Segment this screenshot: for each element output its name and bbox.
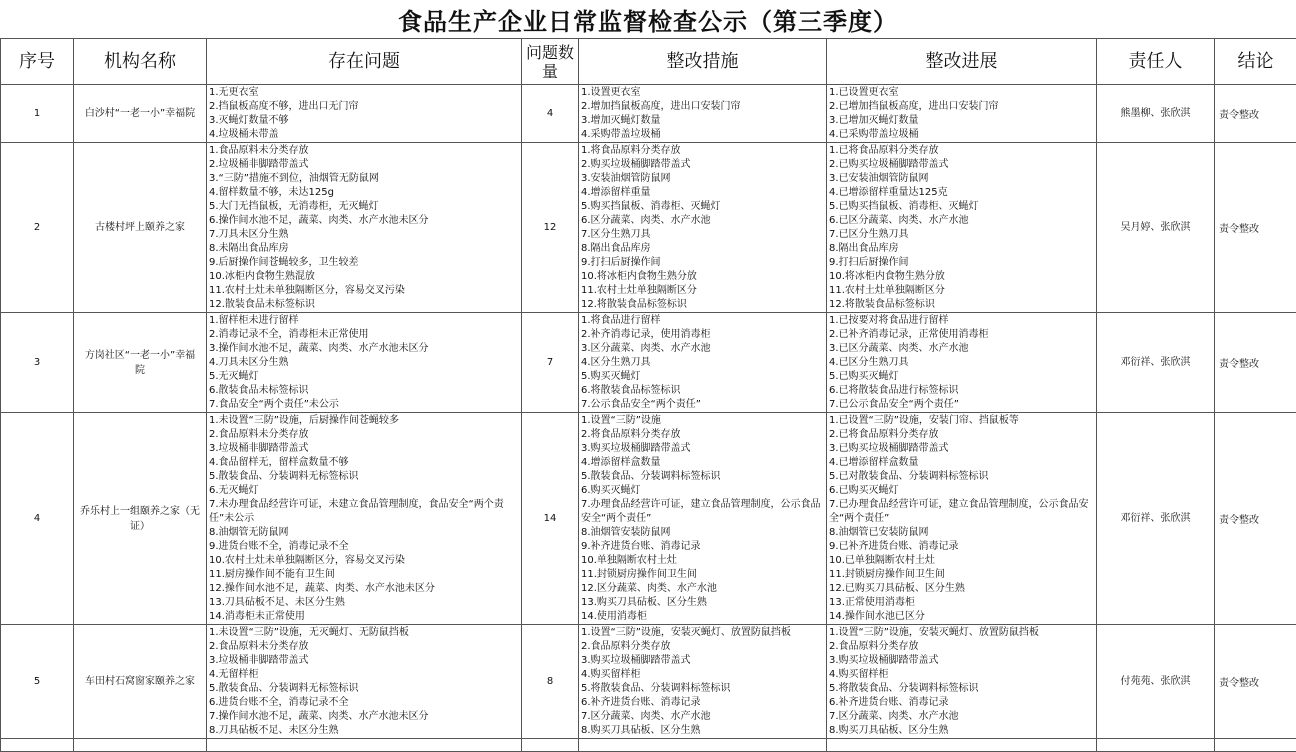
list-item: 10.将冰柜内食物生熟分放 <box>581 270 826 284</box>
list-item: 3.增加灭蝇灯数量 <box>581 114 826 128</box>
list-item: 9.进货台账不全，消毒记录不全 <box>209 540 521 554</box>
cell-count[interactable]: 7 <box>522 313 579 413</box>
cell-org[interactable]: 乔乐村上一组颐养之家（无证） <box>74 413 207 625</box>
list-item: 14.使用消毒柜 <box>581 610 826 624</box>
list-item: 4.已区分生熟刀具 <box>829 356 1096 370</box>
header-seq[interactable]: 序号 <box>1 39 74 85</box>
table-row <box>1 85 1296 143</box>
cell-count[interactable]: 8 <box>522 625 579 739</box>
header-conclusion[interactable]: 结论 <box>1215 39 1296 85</box>
list-item: 7.已公示食品安全“两个责任” <box>829 398 1096 412</box>
header-problems[interactable]: 存在问题 <box>207 39 522 85</box>
list-item: 4.刀具未区分生熟 <box>209 356 521 370</box>
cell-measures[interactable] <box>579 85 827 143</box>
list-item: 9.打扫后厨操作间 <box>829 256 1096 270</box>
list-item: 2.将食品原料分类存放 <box>581 428 826 442</box>
list-item: 1.留样柜未进行留样 <box>209 314 521 328</box>
list-item: 12.操作间水池不足，蔬菜、肉类、水产水池未区分 <box>209 582 521 596</box>
list-item: 9.已补齐进货台账、消毒记录 <box>829 540 1096 554</box>
list-item: 4.已增添留样重量达125克 <box>829 186 1096 200</box>
list-item: 11.农村土灶未单独隔断区分，容易交叉污染 <box>209 284 521 298</box>
list-item: 4.已采购带盖垃圾桶 <box>829 128 1096 142</box>
cell-measures[interactable] <box>579 143 827 313</box>
list-item: 3.垃圾桶非脚踏带盖式 <box>209 654 521 668</box>
list-item: 5.已对散装食品、分装调料标签标识 <box>829 470 1096 484</box>
list-item: 2.补齐消毒记录，使用消毒柜 <box>581 328 826 342</box>
list-item: 12.将散装食品标签标识 <box>829 298 1096 312</box>
cell-problems[interactable] <box>207 85 522 143</box>
list-item: 3.购买垃圾桶脚踏带盖式 <box>581 442 826 456</box>
list-item: 1.未设置“三防”设施，后厨操作间苍蝇较多 <box>209 414 521 428</box>
list-item: 1.已按要对将食品进行留样 <box>829 314 1096 328</box>
cell-progress[interactable] <box>827 143 1097 313</box>
list-item: 11.封锁厨房操作间卫生间 <box>829 568 1096 582</box>
cell-responsible[interactable]: 邓衍祥、张欣淇 <box>1097 413 1215 625</box>
list-item: 8.隔出食品库房 <box>829 242 1096 256</box>
cell-responsible[interactable]: 熊墨柳、张欣淇 <box>1097 85 1215 143</box>
list-item: 10.已单独隔断农村土灶 <box>829 554 1096 568</box>
list-item: 2.食品原料分类存放 <box>581 640 826 654</box>
list-item: 9.后厨操作间苍蝇较多，卫生较差 <box>209 256 521 270</box>
list-item: 14.操作间水池已区分 <box>829 610 1096 624</box>
page-title: 食品生产企业日常监督检查公示（第三季度） <box>0 0 1296 38</box>
list-item: 2.已增加挡鼠板高度，进出口安装门帘 <box>829 100 1096 114</box>
list-item: 4.留样数量不够，未达125g <box>209 186 521 200</box>
list-item: 3.已安装油烟管防鼠网 <box>829 172 1096 186</box>
list-item: 12.将散装食品标签标识 <box>581 298 826 312</box>
cell-responsible[interactable]: 付苑苑、张欣淇 <box>1097 625 1215 739</box>
cell-seq[interactable]: 1 <box>1 85 74 143</box>
list-item: 4.区分生熟刀具 <box>581 356 826 370</box>
cell-measures[interactable] <box>579 313 827 413</box>
list-item: 6.散装食品未标签标识 <box>209 384 521 398</box>
list-item: 13.购买刀具砧板、区分生熟 <box>581 596 826 610</box>
cell-empty[interactable] <box>207 739 522 752</box>
list-item: 11.厨房操作间不能有卫生间 <box>209 568 521 582</box>
list-item: 3.已区分蔬菜、肉类、水产水池 <box>829 342 1096 356</box>
list-item: 2.垃圾桶非脚踏带盖式 <box>209 158 521 172</box>
list-item: 7.公示食品安全“两个责任” <box>581 398 826 412</box>
list-item: 1.将食品原料分类存放 <box>581 144 826 158</box>
list-item: 2.消毒记录不全，消毒柜未正常使用 <box>209 328 521 342</box>
list-item: 3.购买垃圾桶脚踏带盖式 <box>581 654 826 668</box>
cell-empty[interactable] <box>1 739 74 752</box>
list-item: 2.已将食品原料分类存放 <box>829 428 1096 442</box>
list-item: 2.已补齐消毒记录，正常使用消毒柜 <box>829 328 1096 342</box>
list-item: 10.单独隔断农村土灶 <box>581 554 826 568</box>
cell-problems[interactable] <box>207 625 522 739</box>
cell-measures[interactable] <box>579 413 827 625</box>
cell-responsible[interactable]: 吴月婷、张欣淇 <box>1097 143 1215 313</box>
cell-conclusion[interactable]: 责令整改 <box>1215 85 1296 143</box>
cell-empty[interactable] <box>579 739 827 752</box>
list-item: 3.灭蝇灯数量不够 <box>209 114 521 128</box>
list-item: 12.已购买刀具砧板、区分生熟 <box>829 582 1096 596</box>
list-item: 12.散装食品未标签标识 <box>209 298 521 312</box>
list-item: 1.食品原料未分类存放 <box>209 144 521 158</box>
list-item: 5.散装食品、分装调料无标签标识 <box>209 682 521 696</box>
list-item: 10.冰柜内食物生熟混放 <box>209 270 521 284</box>
header-measures[interactable]: 整改措施 <box>579 39 827 85</box>
cell-progress[interactable] <box>827 413 1097 625</box>
list-item: 1.已设置更衣室 <box>829 86 1096 100</box>
table-row <box>1 625 1296 739</box>
list-item: 6.购买灭蝇灯 <box>581 484 826 498</box>
list-item: 3.垃圾桶非脚踏带盖式 <box>209 442 521 456</box>
header-org[interactable]: 机构名称 <box>74 39 207 85</box>
list-item: 11.农村土灶单独隔断区分 <box>829 284 1096 298</box>
cell-seq[interactable]: 2 <box>1 143 74 313</box>
list-item: 13.正常使用消毒柜 <box>829 596 1096 610</box>
list-item: 8.油烟管安装防鼠网 <box>581 526 826 540</box>
cell-empty[interactable] <box>1097 739 1215 752</box>
header-row <box>1 39 1296 85</box>
cell-conclusion[interactable]: 责令整改 <box>1215 625 1296 739</box>
list-item: 5.大门无挡鼠板，无消毒柜，无灭蝇灯 <box>209 200 521 214</box>
table-row-partial <box>1 739 1296 752</box>
list-item: 7.未办理食品经营许可证，未建立食品管理制度，食品安全“两个责任”未公示 <box>209 498 521 526</box>
list-item: 11.封锁厨房操作间卫生间 <box>581 568 826 582</box>
cell-org[interactable]: 古楼村坪上颐养之家 <box>74 143 207 313</box>
list-item: 3.已增加灭蝇灯数量 <box>829 114 1096 128</box>
list-item: 9.补齐进货台账、消毒记录 <box>581 540 826 554</box>
cell-measures[interactable] <box>579 625 827 739</box>
cell-org[interactable]: 方岗社区“一老一小”幸福院 <box>74 313 207 413</box>
cell-empty[interactable] <box>1215 739 1296 752</box>
list-item: 4.食品留样无，留样盒数量不够 <box>209 456 521 470</box>
list-item: 6.无灭蝇灯 <box>209 484 521 498</box>
list-item: 7.刀具未区分生熟 <box>209 228 521 242</box>
list-item: 9.打扫后厨操作间 <box>581 256 826 270</box>
list-item: 7.办理食品经营许可证，建立食品管理制度，公示食品安全“两个责任” <box>581 498 826 526</box>
list-item: 8.购买刀具砧板、区分生熟 <box>829 724 1096 738</box>
list-item: 4.购买留样柜 <box>581 668 826 682</box>
list-item: 2.增加挡鼠板高度，进出口安装门帘 <box>581 100 826 114</box>
list-item: 1.设置“三防”设施 <box>581 414 826 428</box>
cell-conclusion[interactable]: 责令整改 <box>1215 143 1296 313</box>
list-item: 4.无留样柜 <box>209 668 521 682</box>
list-item: 5.将散装食品、分装调料标签标识 <box>829 682 1096 696</box>
list-item: 7.已区分生熟刀具 <box>829 228 1096 242</box>
list-item: 1.设置“三防”设施，安装灭蝇灯、放置防鼠挡板 <box>581 626 826 640</box>
list-item: 13.刀具砧板不足、未区分生熟 <box>209 596 521 610</box>
list-item: 8.刀具砧板不足、未区分生熟 <box>209 724 521 738</box>
list-item: 2.食品原料未分类存放 <box>209 428 521 442</box>
list-item: 2.挡鼠板高度不够，进出口无门帘 <box>209 100 521 114</box>
cell-conclusion[interactable]: 责令整改 <box>1215 413 1296 625</box>
list-item: 5.散装食品、分装调料无标签标识 <box>209 470 521 484</box>
list-item: 8.油烟管无防鼠网 <box>209 526 521 540</box>
list-item: 2.食品原料分类存放 <box>829 640 1096 654</box>
list-item: 10.将冰柜内食物生熟分放 <box>829 270 1096 284</box>
list-item: 4.采购带盖垃圾桶 <box>581 128 826 142</box>
list-item: 7.食品安全“两个责任”未公示 <box>209 398 521 412</box>
list-item: 6.补齐进货台账、消毒记录 <box>829 696 1096 710</box>
list-item: 3.购买垃圾桶脚踏带盖式 <box>829 654 1096 668</box>
list-item: 5.将散装食品、分装调料标签标识 <box>581 682 826 696</box>
cell-org[interactable]: 车田村石窝窗家颐养之家 <box>74 625 207 739</box>
list-item: 11.农村土灶单独隔断区分 <box>581 284 826 298</box>
cell-count[interactable]: 12 <box>522 143 579 313</box>
cell-empty[interactable] <box>827 739 1097 752</box>
cell-responsible[interactable]: 邓衍祥、张欣淇 <box>1097 313 1215 413</box>
list-item: 4.增添留样重量 <box>581 186 826 200</box>
list-item: 7.区分蔬菜、肉类、水产水池 <box>581 710 826 724</box>
list-item: 3.操作间水池不足，蔬菜、肉类、水产水池未区分 <box>209 342 521 356</box>
inspection-table <box>0 38 1296 752</box>
cell-progress[interactable] <box>827 313 1097 413</box>
cell-org[interactable]: 白沙村“一老一小”幸福院 <box>74 85 207 143</box>
list-item: 6.补齐进货台账、消毒记录 <box>581 696 826 710</box>
list-item: 4.购买留样柜 <box>829 668 1096 682</box>
list-item: 1.已将食品原料分类存放 <box>829 144 1096 158</box>
header-responsible[interactable]: 责任人 <box>1097 39 1215 85</box>
list-item: 7.区分蔬菜、肉类、水产水池 <box>829 710 1096 724</box>
list-item: 5.购买灭蝇灯 <box>581 370 826 384</box>
list-item: 5.散装食品、分装调料标签标识 <box>581 470 826 484</box>
cell-conclusion[interactable]: 责令整改 <box>1215 313 1296 413</box>
list-item: 6.已区分蔬菜、肉类、水产水池 <box>829 214 1096 228</box>
list-item: 10.农村土灶未单独隔断区分，容易交叉污染 <box>209 554 521 568</box>
list-item: 1.无更衣室 <box>209 86 521 100</box>
list-item: 8.油烟管已安装防鼠网 <box>829 526 1096 540</box>
list-item: 8.购买刀具砧板、区分生熟 <box>581 724 826 738</box>
cell-progress[interactable] <box>827 85 1097 143</box>
cell-empty[interactable] <box>522 739 579 752</box>
list-item: 6.将散装食品标签标识 <box>581 384 826 398</box>
list-item: 4.垃圾桶未带盖 <box>209 128 521 142</box>
list-item: 8.隔出食品库房 <box>581 242 826 256</box>
header-count[interactable]: 问题数量 <box>522 39 579 85</box>
list-item: 5.无灭蝇灯 <box>209 370 521 384</box>
cell-problems[interactable] <box>207 313 522 413</box>
cell-problems[interactable] <box>207 143 522 313</box>
cell-count[interactable]: 14 <box>522 413 579 625</box>
table-row <box>1 413 1296 625</box>
list-item: 12.区分蔬菜、肉类、水产水池 <box>581 582 826 596</box>
list-item: 6.进货台账不全，消毒记录不全 <box>209 696 521 710</box>
list-item: 1.设置“三防”设施，安装灭蝇灯、放置防鼠挡板 <box>829 626 1096 640</box>
header-progress[interactable]: 整改进展 <box>827 39 1097 85</box>
list-item: 4.增添留样盒数量 <box>581 456 826 470</box>
list-item: 1.已设置“三防”设施，安装门帘、挡鼠板等 <box>829 414 1096 428</box>
list-item: 7.操作间水池不足，蔬菜、肉类、水产水池未区分 <box>209 710 521 724</box>
list-item: 1.未设置“三防”设施，无灭蝇灯、无防鼠挡板 <box>209 626 521 640</box>
list-item: 3.“三防”措施不到位，油烟管无防鼠网 <box>209 172 521 186</box>
cell-problems[interactable] <box>207 413 522 625</box>
list-item: 1.将食品进行留样 <box>581 314 826 328</box>
cell-empty[interactable] <box>74 739 207 752</box>
list-item: 3.区分蔬菜、肉类、水产水池 <box>581 342 826 356</box>
list-item: 6.已将散装食品进行标签标识 <box>829 384 1096 398</box>
list-item: 6.操作间水池不足，蔬菜、肉类、水产水池未区分 <box>209 214 521 228</box>
list-item: 2.购买垃圾桶脚踏带盖式 <box>581 158 826 172</box>
list-item: 14.消毒柜未正常使用 <box>209 610 521 624</box>
cell-seq[interactable]: 4 <box>1 413 74 625</box>
list-item: 1.设置更衣室 <box>581 86 826 100</box>
list-item: 6.区分蔬菜、肉类、水产水池 <box>581 214 826 228</box>
table-row <box>1 313 1296 413</box>
list-item: 5.已购买挡鼠板、消毒柜、灭蝇灯 <box>829 200 1096 214</box>
list-item: 3.已购买垃圾桶脚踏带盖式 <box>829 442 1096 456</box>
cell-count[interactable]: 4 <box>522 85 579 143</box>
table-row <box>1 143 1296 313</box>
list-item: 2.食品原料未分类存放 <box>209 640 521 654</box>
list-item: 2.已购买垃圾桶脚踏带盖式 <box>829 158 1096 172</box>
list-item: 7.区分生熟刀具 <box>581 228 826 242</box>
list-item: 5.已购买灭蝇灯 <box>829 370 1096 384</box>
list-item: 4.已增添留样盒数量 <box>829 456 1096 470</box>
list-item: 5.购买挡鼠板、消毒柜、灭蝇灯 <box>581 200 826 214</box>
cell-seq[interactable]: 3 <box>1 313 74 413</box>
list-item: 7.已办理食品经营许可证，建立食品管理制度，公示食品安全“两个责任” <box>829 498 1096 526</box>
cell-seq[interactable]: 5 <box>1 625 74 739</box>
list-item: 8.未隔出食品库房 <box>209 242 521 256</box>
list-item: 6.已购买灭蝇灯 <box>829 484 1096 498</box>
list-item: 3.安装油烟管防鼠网 <box>581 172 826 186</box>
cell-progress[interactable] <box>827 625 1097 739</box>
